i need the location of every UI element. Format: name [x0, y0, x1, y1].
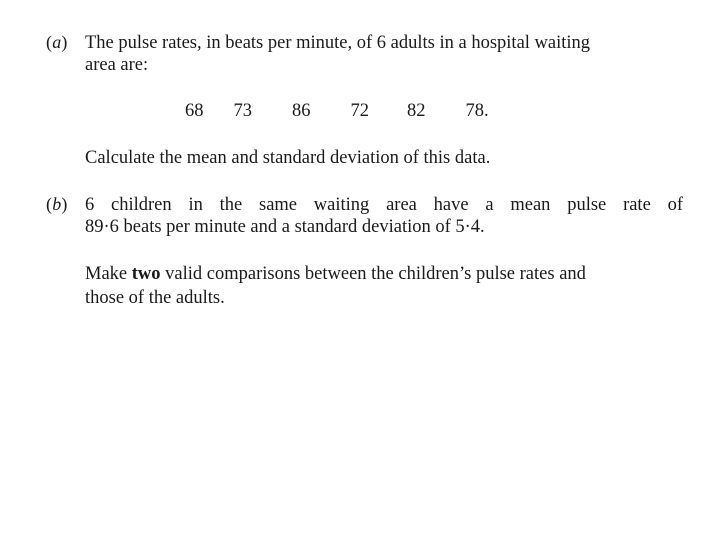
word: mean — [510, 195, 551, 215]
word: area — [386, 195, 417, 215]
word: same — [259, 195, 298, 215]
pulse-value: 82 — [407, 101, 426, 121]
word: rate — [623, 195, 651, 215]
pulse-value: 73 — [233, 101, 252, 121]
part-b-letter: b — [52, 194, 62, 214]
part-b-comparison-line-2: those of the adults. — [85, 288, 225, 308]
comparison-end: valid comparisons between the children’s pulse rates and — [165, 264, 586, 284]
part-a-question-line-1: The pulse rates, in beats per minute, of 6 adults in a hospital waiting — [85, 33, 591, 53]
part-b-question-line-2: 89·6 beats per minute and a standard deviation of 5·4. — [85, 217, 485, 237]
word: the — [219, 195, 243, 215]
pulse-value: 68 — [185, 101, 204, 121]
pulse-value: 72 — [350, 101, 369, 121]
word: 6 — [85, 195, 95, 215]
word: have — [433, 195, 469, 215]
part-a-question-line-2: area are: — [85, 55, 149, 75]
part-a-label: (a) — [46, 32, 68, 52]
word: pulse — [567, 195, 607, 215]
emphasis-two: two — [131, 264, 161, 284]
part-a-letter: a — [52, 32, 62, 52]
comparison-start: Make — [85, 264, 128, 284]
part-b-question-line-1 — [85, 194, 683, 216]
pulse-value: 78. — [465, 101, 489, 121]
word: a — [485, 195, 494, 215]
part-a-instruction: Calculate the mean and standard deviation of this data. — [85, 148, 491, 168]
word: waiting — [313, 195, 370, 215]
part-b-label: (b) — [46, 194, 68, 214]
word: of — [667, 195, 683, 215]
pulse-value: 86 — [292, 101, 311, 121]
part-b-comparison-line-1 — [85, 263, 683, 285]
word: children — [111, 195, 172, 215]
pulse-rate-values — [185, 101, 489, 122]
word: in — [188, 195, 203, 215]
